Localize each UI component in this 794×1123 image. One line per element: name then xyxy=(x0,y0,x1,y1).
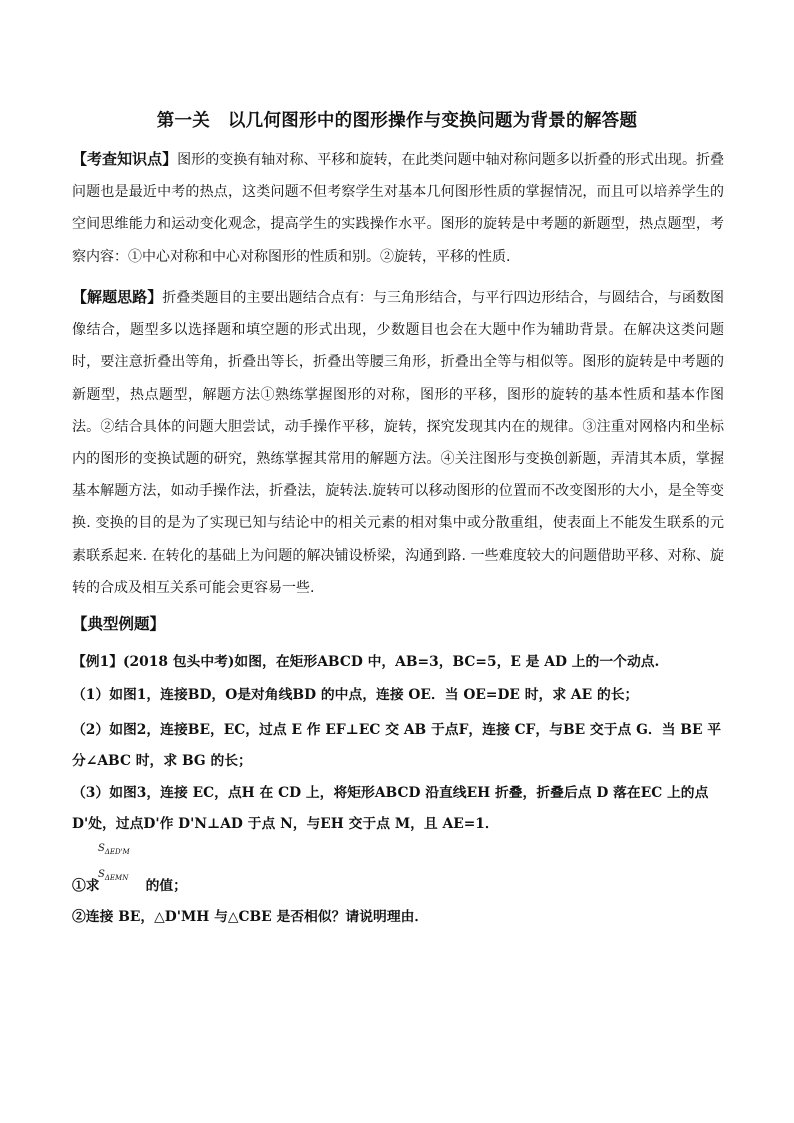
approach-paragraph xyxy=(72,281,724,604)
knowledge-heading: 【考查知识点】 xyxy=(72,150,178,168)
knowledge-text: 图形的变换有轴对称、平移和旋转，在此类问题中轴对称问题多以折叠的形式出现。折叠问题也是最近中考的热点，这类问题不但考察学生对基本几何图形性质的掌握情况，而且可以培养学生的空间思维能力和运动变化观念，提高学生的实践操作水平。图形的旋转是中考题的新题型，热点题型，考察内容：①中心对称和中心对称图形的性质和别。②旋转，平移的性质. xyxy=(72,152,724,265)
subquestion-1-prefix: ①求 xyxy=(72,878,100,894)
subquestion-1-suffix: 的值； xyxy=(145,878,187,894)
approach-heading: 【解题思路】 xyxy=(72,288,163,306)
example1-question-1: （1）如图1，连接BD，O是对角线BD 的中点，连接 OE．当 OE=DE 时，求 AE 的长； xyxy=(72,687,639,703)
example1-question-3: （3）如图3，连接 EC，点H 在 CD 上，将矩形ABCD 沿直线EH 折叠，折叠后点 D 落在EC 上的点 D'处，过点D'作 D'N⊥AD 于点 N，与EH 交于点 M，且 AE=1． xyxy=(72,785,709,832)
example1-question-2: （2）如图2，连接BE，EC，过点 E 作 EF⊥EC 交 AB 于点F，连接 CF，与BE 交于点 G．当 BE 平分∠ABC 时，求 BG 的长； xyxy=(72,722,722,769)
fraction-denominator: $S_{\Delta EMN}$ xyxy=(98,869,129,882)
example1-subquestion-1 xyxy=(72,876,724,896)
example1-intro: 【例1】(2018 包头中考)如图，在矩形ABCD 中，AB=3，BC=5，E 是 AD 上的一个动点. xyxy=(72,654,660,670)
fraction-numerator: $S_{\Delta ED'M}$ xyxy=(98,843,130,856)
example1-subquestion-2: ②连接 BE，△D'MH 与△CBE 是否相似？请说明理由． xyxy=(72,909,429,925)
approach-text: 折叠类题目的主要出题结合点有：与三角形结合，与平行四边形结合，与圆结合，与函数图像结合，题型多以选择题和填空题的形式出现，少数题目也会在大题中作为辅助背景。在解决这类问题时，要注意折叠出等角，折叠出等长，折叠出等腰三角形，折叠出全等与相似等。图形的旋转是中考题的新题型，热点题型，解题方法①熟练掌握图形的对称，图形的平移，图形的旋转的基本性质和基本作图法。②结合具体的问题大胆尝试，动手操作平移，旋转，探究发现其内在的规律。③注重对网格内和坐标内的图形的变换试题的研究，熟练掌握其常用的解题方法。④关注图形与变换创新题，弄清其本质，掌握基本解题方法，如动手操作法，折叠法，旋转法.旋转可以移动图形的位置而不改变图形的大小，是全等变换. 变换的目的是为了实现已知与结论中的相关元素的相对集中或分散重组，使表面上不能发生联系的元素联系起来. 在转化的基础上为问题的解决铺设桥梁，沟通到路. 一些难度较大的问题借助平移、对称、旋转的合成及相互关系可能会更容易一些. xyxy=(72,290,724,596)
page-title: 第一关 以几何图形中的图形操作与变换问题为背景的解答题 xyxy=(156,111,638,131)
examples-heading: 【典型例题】 xyxy=(72,614,166,633)
knowledge-paragraph xyxy=(72,143,724,273)
